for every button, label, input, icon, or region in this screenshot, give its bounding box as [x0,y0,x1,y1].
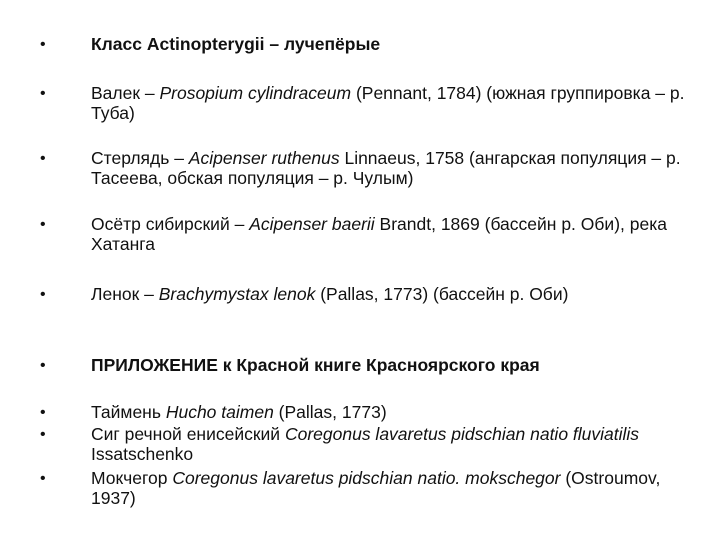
list-item-text [91,424,691,464]
text-run: ПРИЛОЖЕНИЕ к Красной книге Красноярского края [91,355,540,375]
list-item-text [91,148,691,188]
species-name: Brachymystax lenok [158,284,316,304]
list-item-text [91,214,691,254]
text-run: Brandt, 1869 (бассейн р. Оби), река Хатанга [91,214,667,254]
text-run: Сиг речной енисейский [91,424,285,444]
bullet: • [40,470,46,487]
text-run: Ленок – [91,284,159,304]
species-name: Coregonus lavaretus pidschian natio. mokschegor [172,468,561,488]
text-run: Таймень [91,402,166,422]
species-name: Acipenser baerii [249,214,375,234]
list-item-text [91,468,691,508]
text-run: Осётр сибирский – [91,214,250,234]
bullet: • [40,36,46,53]
list-item-text [91,402,691,422]
text-run: (Ostroumov, 1937) [91,468,661,508]
text-run: Мокчегор [91,468,173,488]
text-run: Issatschenko [91,444,194,464]
list-item-text [91,355,691,375]
text-run: Стерлядь – [91,148,189,168]
species-name: Coregonus lavaretus pidschian natio fluviatilis [284,424,640,444]
bullet: • [40,150,46,167]
text-run: Класс Actinopterygii – лучепёрые [91,34,381,54]
text-run: (Pennant, 1784) (южная группировка – р. Туба) [91,83,685,123]
list-item-text [91,34,691,54]
bullet: • [40,216,46,233]
species-name: Prosopium cylindraceum [159,83,352,103]
species-name: Acipenser ruthenus [188,148,340,168]
bullet: • [40,85,46,102]
text-run: (Pallas, 1773) (бассейн р. Оби) [315,284,569,304]
text-run: Валек – [91,83,160,103]
text-run: (Pallas, 1773) [273,402,387,422]
text-run: Linnaeus, 1758 (ангарская популяция – р. Тасеева, обская популяция – р. Чулым) [91,148,681,188]
bullet: • [40,404,46,421]
bullet: • [40,286,46,303]
list-item-text [91,83,691,123]
list-item-text [91,284,691,304]
species-name: Hucho taimen [165,402,274,422]
bullet: • [40,357,46,374]
bullet: • [40,426,46,443]
